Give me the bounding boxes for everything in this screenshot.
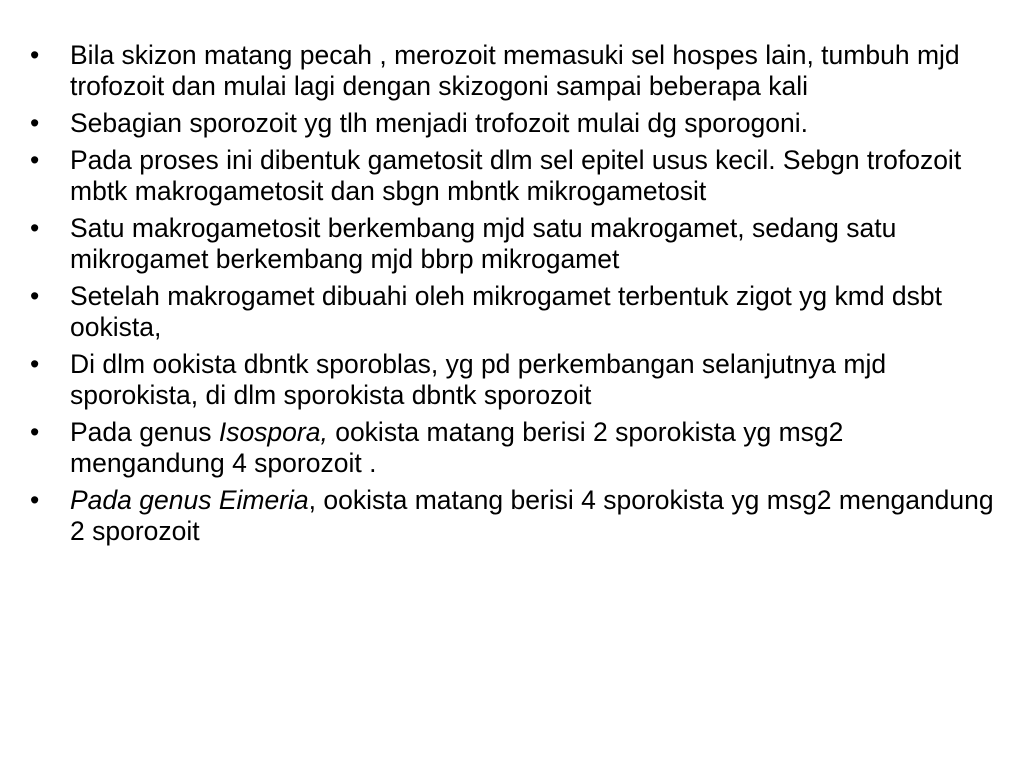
bullet-item-7 [30, 417, 1005, 479]
bullet-text [70, 417, 843, 478]
bullet-text: Bila skizon matang pecah , merozoit memasuki sel hospes lain, tumbuh mjd trofozoit dan mulai lagi dengan skizogoni sampai beberapa kali [70, 40, 960, 101]
bullet-text-post: , ookista matang berisi 4 sporokista yg msg2 mengandung 2 sporozoit [70, 485, 994, 546]
genus-name-eimeria: Pada genus Eimeria [70, 485, 309, 515]
bullet-icon: • [30, 40, 40, 70]
bullet-item-4 [30, 213, 1005, 275]
bullet-text: Setelah makrogamet dibuahi oleh mikrogamet terbentuk zigot yg kmd dsbt ookista, [70, 281, 943, 342]
bullet-item-1 [30, 40, 1005, 102]
genus-name-isospora: Isospora, [218, 417, 328, 447]
bullet-item-3 [30, 145, 1005, 207]
bullet-text: Di dlm ookista dbntk sporoblas, yg pd perkembangan selanjutnya mjd sporokista, di dlm sporokista dbntk sporozoit [70, 349, 887, 410]
bullet-item-2 [30, 108, 1005, 139]
bullet-item-5 [30, 281, 1005, 343]
bullet-text: Sebagian sporozoit yg tlh menjadi trofozoit mulai dg sporogoni. [70, 108, 809, 138]
bullet-icon: • [30, 213, 40, 243]
bullet-text-post: ookista matang berisi 2 sporokista yg msg2 mengandung 4 sporozoit . [70, 417, 844, 478]
bullet-icon: • [30, 145, 40, 175]
bullet-list [30, 40, 1005, 553]
bullet-text: Pada proses ini dibentuk gametosit dlm sel epitel usus kecil. Sebgn trofozoit mbtk makrogametosit dan sbgn mbntk mikrogametosit [70, 145, 962, 206]
bullet-text: Satu makrogametosit berkembang mjd satu makrogamet, sedang satu mikrogamet berkembang mjd bbrp mikrogamet [70, 213, 897, 274]
bullet-icon: • [30, 108, 40, 138]
bullet-text [70, 485, 994, 546]
bullet-item-8 [30, 485, 1005, 547]
bullet-text-pre: Pada genus [70, 417, 219, 447]
bullet-icon: • [30, 281, 40, 311]
bullet-icon: • [30, 485, 40, 515]
bullet-item-6 [30, 349, 1005, 411]
bullet-icon: • [30, 349, 40, 379]
bullet-icon: • [30, 417, 40, 447]
